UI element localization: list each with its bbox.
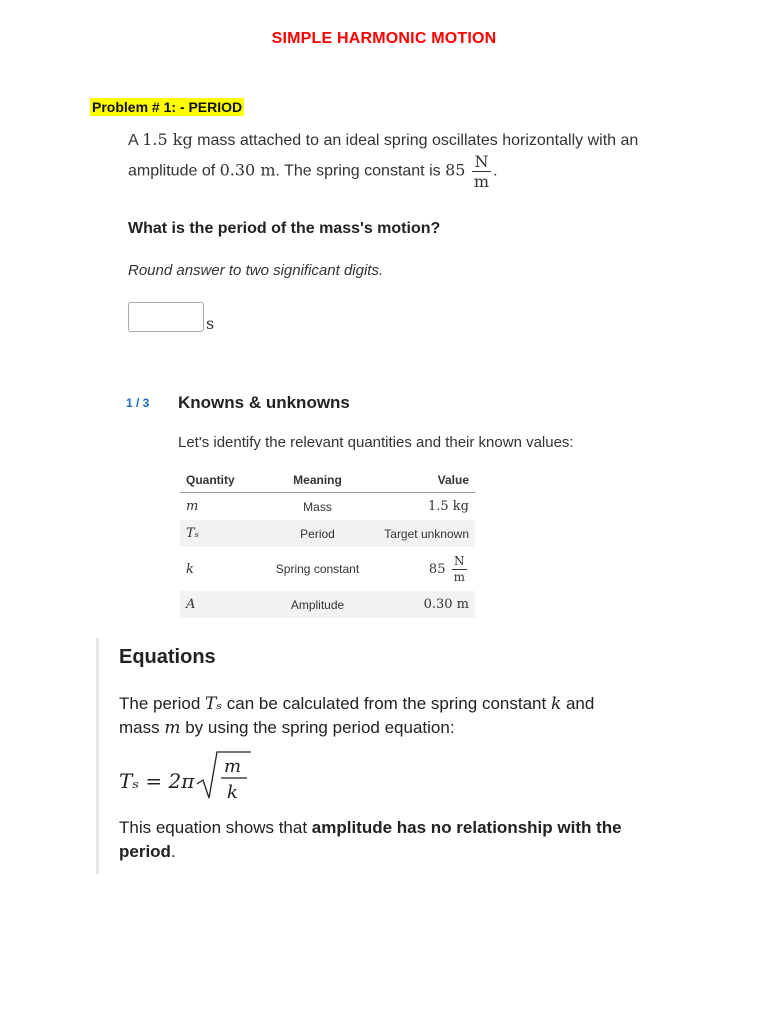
column-header: Meaning [264, 468, 371, 493]
emphasis-text: amplitude has no relationship with the [311, 818, 622, 837]
text: amplitude of [128, 162, 220, 180]
equations-text-line-4 [119, 842, 176, 862]
text: This equation shows that [119, 818, 312, 837]
formula-lhs: Tₛ = 2π [119, 769, 195, 793]
answer-input[interactable] [128, 302, 204, 332]
question-text: What is the period of the mass's motion? [128, 220, 441, 237]
value-cell: 0.30 m [371, 591, 475, 618]
knowns-table [180, 468, 475, 618]
quantity-cell: m [186, 499, 199, 514]
column-header: Value [371, 468, 475, 493]
spring-period-formula [119, 748, 319, 813]
text: . The spring constant is [275, 162, 446, 180]
step-title: Knowns & unknowns [178, 393, 350, 412]
text: by using the spring period equation: [180, 718, 455, 737]
value-cell [371, 547, 475, 591]
quantity-cell: k [186, 561, 194, 577]
equations-text-line-3 [119, 818, 622, 838]
text: mass attached to an ideal spring oscillates horizontally with an [192, 132, 639, 149]
step-intro: Let's identify the relevant quantities and their known values: [178, 434, 574, 451]
text: can be calculated from the spring constant [222, 694, 551, 713]
text: . [170, 842, 176, 861]
column-header: Quantity [180, 468, 264, 493]
quantity-cell: Tₛ [180, 520, 264, 547]
emphasis-text: period [119, 842, 171, 861]
text: A [128, 132, 143, 149]
table-header-row [180, 468, 475, 493]
meaning-cell: Mass [303, 499, 332, 514]
spring-constant-value: 85 [445, 160, 466, 180]
amplitude-value: 0.30 m [219, 160, 276, 180]
step-counter: 1 / 3 [126, 396, 150, 410]
problem-label: Problem # 1: - PERIOD [92, 99, 243, 115]
fraction-numerator: N [472, 152, 491, 172]
page-title: SIMPLE HARMONIC MOTION [271, 30, 497, 47]
value-number: 85 [428, 561, 446, 577]
equations-text-line-1 [119, 694, 594, 714]
equations-panel [96, 638, 659, 874]
answer-unit: s [206, 314, 215, 333]
table-row [180, 520, 475, 547]
text: The period [119, 694, 205, 713]
text: . [493, 162, 498, 180]
value-cell: 1.5 kg [427, 499, 469, 514]
meaning-cell: Spring constant [275, 562, 360, 576]
table-row [180, 547, 475, 591]
mass-symbol: m [164, 718, 181, 738]
unit-fraction [472, 152, 491, 191]
period-symbol: Tₛ [205, 694, 223, 714]
unit-fraction [452, 554, 467, 585]
formula-denominator: k [227, 782, 238, 803]
rounding-instruction: Round answer to two significant digits. [128, 262, 384, 279]
problem-statement-line-1 [128, 130, 638, 150]
spring-constant-symbol: k [550, 694, 562, 714]
mass-value: 1.5 kg [142, 130, 193, 149]
formula-numerator: m [224, 756, 242, 777]
meaning-cell: Period [264, 520, 371, 547]
fraction-denominator: m [453, 569, 465, 584]
problem-statement-line-2 [128, 152, 498, 191]
equations-text-line-2 [119, 718, 455, 738]
text: and [561, 694, 595, 713]
fraction-numerator: N [452, 554, 467, 570]
value-cell: Target unknown [371, 520, 475, 547]
fraction-denominator: m [473, 172, 490, 191]
equations-title: Equations [119, 646, 216, 668]
table-row [180, 493, 475, 521]
quantity-cell: A [180, 591, 264, 618]
table-row [180, 591, 475, 618]
text: mass [119, 718, 165, 737]
meaning-cell: Amplitude [264, 591, 371, 618]
formula-graphic [119, 748, 319, 808]
